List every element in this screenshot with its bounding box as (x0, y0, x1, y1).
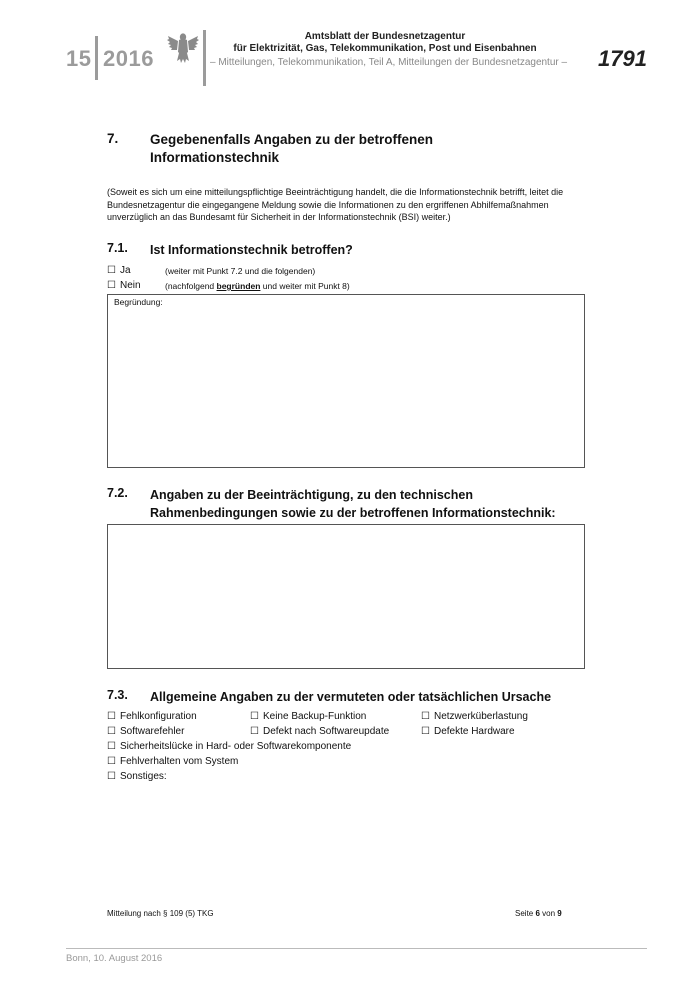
issue-year: 2016 (103, 46, 154, 71)
nein-note-bold: begründen (216, 281, 261, 291)
checkbox-nein[interactable]: ☐ (107, 280, 116, 291)
cause-option[interactable] (421, 711, 528, 722)
cause-label: Sicherheitslücke in Hard- oder Softwarekomponente (119, 741, 352, 752)
reason-textbox[interactable] (107, 294, 585, 468)
cause-option[interactable] (107, 741, 351, 752)
page-number: 1791 (598, 46, 647, 71)
header-divider-right (203, 30, 206, 86)
footer-divider (66, 948, 647, 949)
checkbox[interactable]: ☐ (107, 726, 116, 737)
issue-number: 15 (66, 46, 92, 71)
option-nein-note (165, 281, 350, 291)
cause-label: Fehlkonfiguration (119, 711, 197, 722)
checkbox-ja[interactable]: ☐ (107, 265, 116, 276)
cause-option[interactable] (107, 711, 197, 722)
section-71-title: Ist Informationstechnik betroffen? (150, 243, 353, 257)
gazette-subtitle: – Mitteilungen, Telekommunikation, Teil A, Mitteilungen der Bundesnetzagentur – (210, 57, 568, 68)
cause-option[interactable] (250, 711, 366, 722)
section-7-title (150, 131, 433, 167)
checkbox[interactable]: ☐ (250, 711, 259, 722)
section-7-number: 7. (107, 131, 119, 146)
checkbox[interactable]: ☐ (107, 711, 116, 722)
federal-eagle-icon (166, 30, 200, 66)
form-page-indicator (515, 909, 562, 918)
intro-line2: Bundesnetzagentur die eingegangene Meldung sowie die Informationen zu den ergriffenen Abhilfemaßnahmen (107, 199, 549, 210)
cause-option[interactable] (107, 771, 167, 782)
publication-date: Bonn, 10. August 2016 (66, 953, 163, 964)
section-72-title-line2: Rahmenbedingungen sowie zu der betroffenen Informationstechnik: (150, 506, 556, 520)
page-mid: von (539, 909, 558, 918)
cause-label: Defekte Hardware (433, 726, 515, 737)
section-72-number: 7.2. (107, 486, 128, 500)
cause-label: Softwarefehler (119, 726, 185, 737)
option-ja-label: Ja (119, 265, 131, 276)
section-7-title-line2: Informationstechnik (150, 150, 280, 165)
cause-option[interactable] (421, 726, 515, 737)
cause-option[interactable] (107, 756, 238, 767)
section-7-title-line1: Gegebenenfalls Angaben zu der betroffenen (150, 132, 434, 147)
checkbox[interactable]: ☐ (107, 771, 116, 782)
intro-line1: (Soweit es sich um eine mitteilungspflichtige Beeinträchtigung handelt, die die Informationstechnik betrifft, leitet die (107, 187, 564, 197)
form-reference: Mitteilung nach § 109 (5) TKG (107, 909, 214, 918)
checkbox[interactable]: ☐ (421, 711, 430, 722)
cause-label: Keine Backup-Funktion (262, 711, 367, 722)
option-nein-label: Nein (119, 280, 141, 291)
cause-label: Fehlverhalten vom System (119, 756, 239, 767)
option-ja-note: (weiter mit Punkt 7.2 und die folgenden) (165, 266, 316, 276)
section-73-number: 7.3. (107, 688, 128, 702)
nein-note-suffix: und weiter mit Punkt 8) (260, 281, 350, 291)
cause-option[interactable] (107, 726, 184, 737)
header-divider-left (95, 36, 98, 80)
gazette-title: Amtsblatt der Bundesnetzagentur (304, 31, 466, 42)
option-ja[interactable] (107, 265, 131, 276)
checkbox[interactable]: ☐ (107, 756, 116, 767)
cause-label: Netzwerküberlastung (433, 711, 528, 722)
section-71-number: 7.1. (107, 241, 128, 255)
section-73-title: Allgemeine Angaben zu der vermuteten oder tatsächlichen Ursache (150, 690, 552, 704)
impairment-details-textbox[interactable] (107, 524, 585, 669)
page-total: 9 (557, 909, 562, 918)
checkbox[interactable]: ☐ (421, 726, 430, 737)
checkbox[interactable]: ☐ (107, 741, 116, 752)
page-prefix: Seite (515, 909, 536, 918)
page-current: 6 (535, 909, 540, 918)
cause-label: Defekt nach Softwareupdate (262, 726, 390, 737)
nein-note-prefix: (nachfolgend (165, 281, 217, 291)
gazette-title-line2: für Elektrizität, Gas, Telekommunikation, Post und Eisenbahnen (233, 43, 537, 54)
section-7-intro (107, 186, 587, 224)
option-nein[interactable] (107, 280, 141, 291)
section-72-title (150, 486, 556, 522)
checkbox[interactable]: ☐ (250, 726, 259, 737)
cause-label: Sonstiges: (119, 771, 167, 782)
reason-label: Begründung: (114, 297, 163, 307)
cause-option[interactable] (250, 726, 389, 737)
intro-line3: unverzüglich an das Bundesamt für Sicherheit in der Informationstechnik (BSI) weiter.) (107, 212, 451, 222)
section-72-title-line1: Angaben zu der Beeinträchtigung, zu den technischen (150, 488, 473, 502)
